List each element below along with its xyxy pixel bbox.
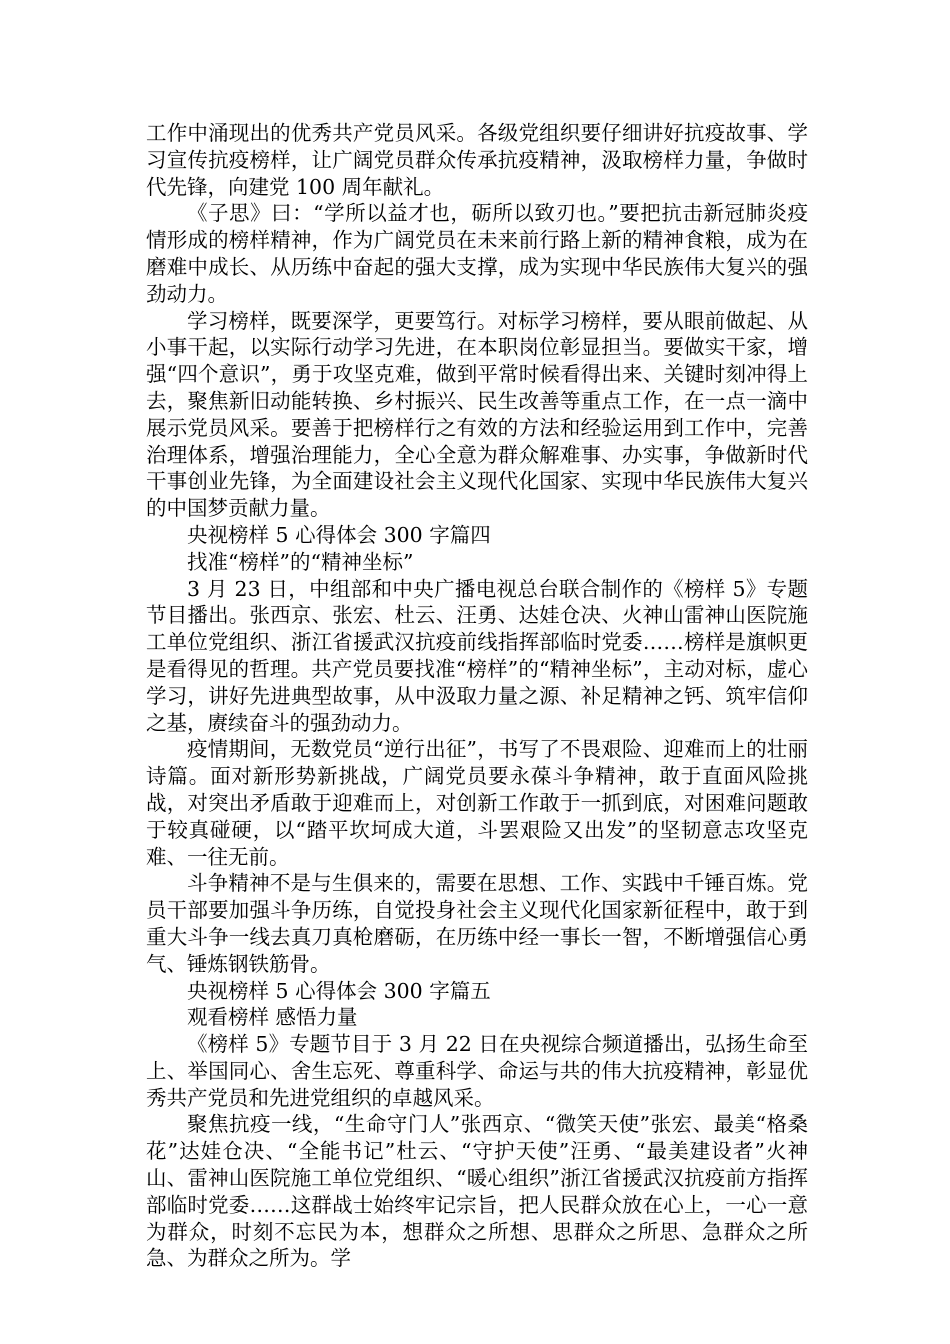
- section-subtitle-5: 观看榜样 感悟力量: [187, 1005, 358, 1030]
- section-subtitle-4: 找准“榜样”的“精神坐标”: [187, 549, 414, 574]
- paragraph-3: 学习榜样，既要深学，更要笃行。对标学习榜样，要从眼前做起、从小事干起，以实际行动学习先进，在本职岗位彰显担当。要做实干家，增强“四个意识”，勇于攻坚克难，做到平常时候看得出来、关键时刻冲得上去，聚焦新旧动能转换、乡村振兴、民生改善等重点工作，在一点一滴中展示党员风采。要善于把榜样行之有效的方法和经验运用到工作中，完善治理体系，增强治理能力，全心全意为群众解难事、办实事，争做新时代干事创业先锋，为全面建设社会主义现代化国家、实现中华民族伟大复兴的中国梦贡献力量。: [146, 308, 808, 521]
- paragraph-1: 工作中涌现出的优秀共产党员风采。各级党组织要仔细讲好抗疫故事、学习宣传抗疫榜样，让广阔党员群众传承抗疫精神，汲取榜样力量，争做时代先锋，向建党 100 周年献礼。: [146, 121, 808, 199]
- document-page: [146, 120, 808, 1272]
- paragraph-4: 3 月 23 日，中组部和中央广播电视总台联合制作的《榜样 5》专题节目播出。张西京、张宏、杜云、汪勇、达娃仓决、火神山雷神山医院施工单位党组织、浙江省援武汉抗疫前线指挥部临时党委……榜样是旗帜更是看得见的哲理。共产党员要找准“榜样”的“精神坐标”，主动对标，虚心学习，讲好先进典型故事，从中汲取力量之源、补足精神之钙、筑牢信仰之基，赓续奋斗的强劲动力。: [146, 576, 808, 735]
- paragraph-8: 聚焦抗疫一线，“生命守门人”张西京、“微笑天使”张宏、最美“格桑花”达娃仓决、“全能书记”杜云、“守护天使”汪勇、“最美建设者”火神山、雷神山医院施工单位党组织、“暖心组织”浙江省援武汉抗疫前方指挥部临时党委……这群战士始终牢记宗旨，把人民群众放在心上，一心一意为群众，时刻不忘民为本，想群众之所想、思群众之所思、急群众之所急、为群众之所为。学: [146, 1112, 808, 1271]
- paragraph-6: 斗争精神不是与生俱来的，需要在思想、工作、实践中千锤百炼。党员干部要加强斗争历练，自觉投身社会主义现代化国家新征程中，敢于到重大斗争一线去真刀真枪磨砺，在历练中经一事长一智，不断增强信心勇气、锤炼钢铁筋骨。: [146, 871, 808, 976]
- paragraph-7: 《榜样 5》专题节目于 3 月 22 日在央视综合频道播出，弘扬生命至上、举国同心、舍生忘死、尊重科学、命运与共的伟大抗疫精神，彰显优秀共产党员和先进党组织的卓越风采。: [146, 1032, 808, 1110]
- section-heading-5: 央视榜样 5 心得体会 300 字篇五: [187, 978, 491, 1003]
- section-heading-4: 央视榜样 5 心得体会 300 字篇四: [187, 522, 491, 547]
- paragraph-5: 疫情期间，无数党员“逆行出征”，书写了不畏艰险、迎难而上的壮丽诗篇。面对新形势新挑战，广阔党员要永葆斗争精神，敢于直面风险挑战，对突出矛盾敢于迎难而上，对创新工作敢于一抓到底，对困难问题敢于较真碰硬，以“踏平坎坷成大道，斗罢艰险又出发”的坚韧意志攻坚克难、一往无前。: [146, 737, 808, 869]
- paragraph-2: 《子思》曰：“学所以益才也，砺所以致刃也。”要把抗击新冠肺炎疫情形成的榜样精神，作为广阔党员在未来前行路上新的精神食粮，成为在磨难中成长、从历练中奋起的强大支撑，成为实现中华民族伟大复兴的强劲动力。: [146, 201, 808, 306]
